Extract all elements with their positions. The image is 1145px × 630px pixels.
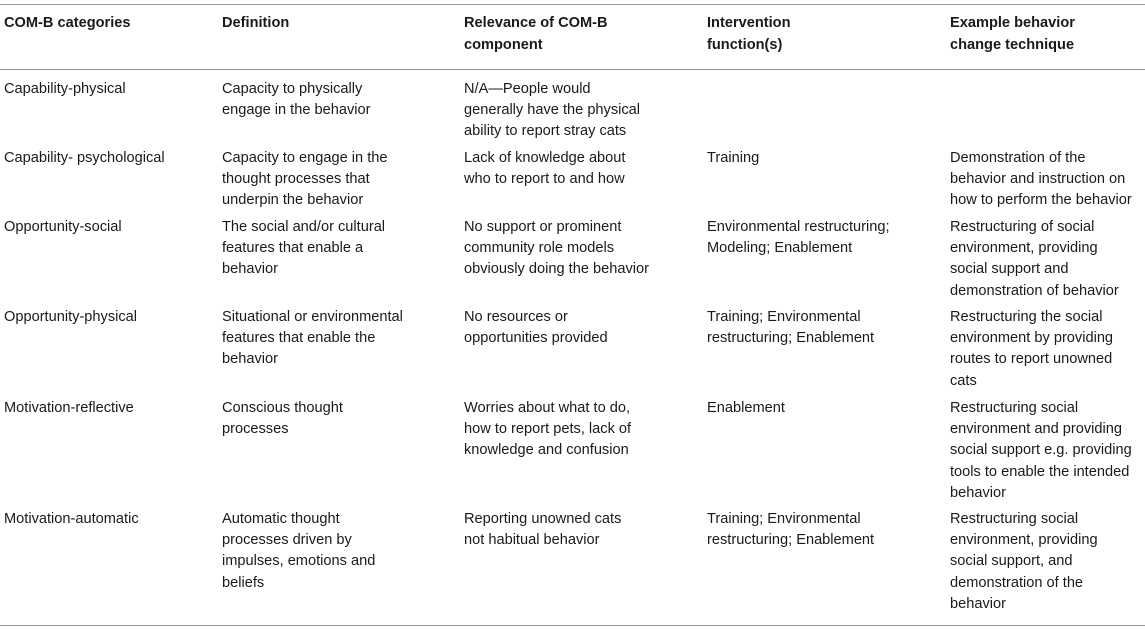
- row-1-definition: Capacity to physically engage in the behavior: [222, 81, 371, 119]
- row-5-definition: Conscious thought processes: [222, 400, 343, 438]
- row-6-technique: Restructuring social environment, providing social support, and demonstration of the behavior: [950, 511, 1098, 612]
- row-2-definition: Capacity to engage in the thought processes that underpin the behavior: [222, 150, 388, 209]
- row-5-intervention: Enablement: [707, 400, 785, 416]
- row-6-intervention: Training; Environmental restructuring; Enablement: [707, 511, 875, 549]
- table-header-rule: [0, 69, 1145, 70]
- row-5-relevance: Worries about what to do, how to report pets, lack of knowledge and confusion: [464, 400, 632, 459]
- row-4-relevance: No resources or opportunities provided: [464, 309, 608, 347]
- row-6-category: Motivation-automatic: [4, 511, 139, 527]
- row-4-definition: Situational or environmental features that enable the behavior: [222, 309, 403, 368]
- header-relevance: Relevance of COM-B component: [464, 15, 608, 53]
- row-3-intervention: Environmental restructuring; Modeling; Enablement: [707, 219, 890, 257]
- row-5-technique: Restructuring social environment and providing social support e.g. providing tools to enable the intended behavior: [950, 400, 1132, 501]
- row-3-definition: The social and/or cultural features that enable a behavior: [222, 219, 386, 278]
- header-definition: Definition: [222, 15, 290, 31]
- row-3-technique: Restructuring of social environment, providing social support and demonstration of behavior: [950, 219, 1119, 299]
- row-2-category: Capability- psychological: [4, 150, 165, 166]
- row-6-definition: Automatic thought processes driven by impulses, emotions and beliefs: [222, 511, 376, 591]
- row-2-technique: Demonstration of the behavior and instruction on how to perform the behavior: [950, 150, 1132, 209]
- header-intervention-functions: Intervention function(s): [707, 15, 791, 53]
- row-4-technique: Restructuring the social environment by providing routes to report unowned cats: [950, 309, 1114, 389]
- row-2-intervention: Training: [707, 150, 760, 166]
- row-3-relevance: No support or prominent community role models obviously doing the behavior: [464, 219, 649, 278]
- row-1-relevance: N/A—People would generally have the physical ability to report stray cats: [464, 81, 641, 140]
- row-3-category: Opportunity-social: [4, 219, 122, 235]
- header-com-b-categories: COM-B categories: [4, 15, 131, 31]
- row-2-relevance: Lack of knowledge about who to report to and how: [464, 150, 626, 188]
- row-1-category: Capability-physical: [4, 81, 126, 97]
- row-5-category: Motivation-reflective: [4, 400, 134, 416]
- row-6-relevance: Reporting unowned cats not habitual behavior: [464, 511, 622, 549]
- table-bottom-rule: [0, 625, 1145, 626]
- row-4-category: Opportunity-physical: [4, 309, 138, 325]
- table-top-rule: [0, 4, 1145, 5]
- header-example-technique: Example behavior change technique: [950, 15, 1075, 53]
- row-4-intervention: Training; Environmental restructuring; Enablement: [707, 309, 875, 347]
